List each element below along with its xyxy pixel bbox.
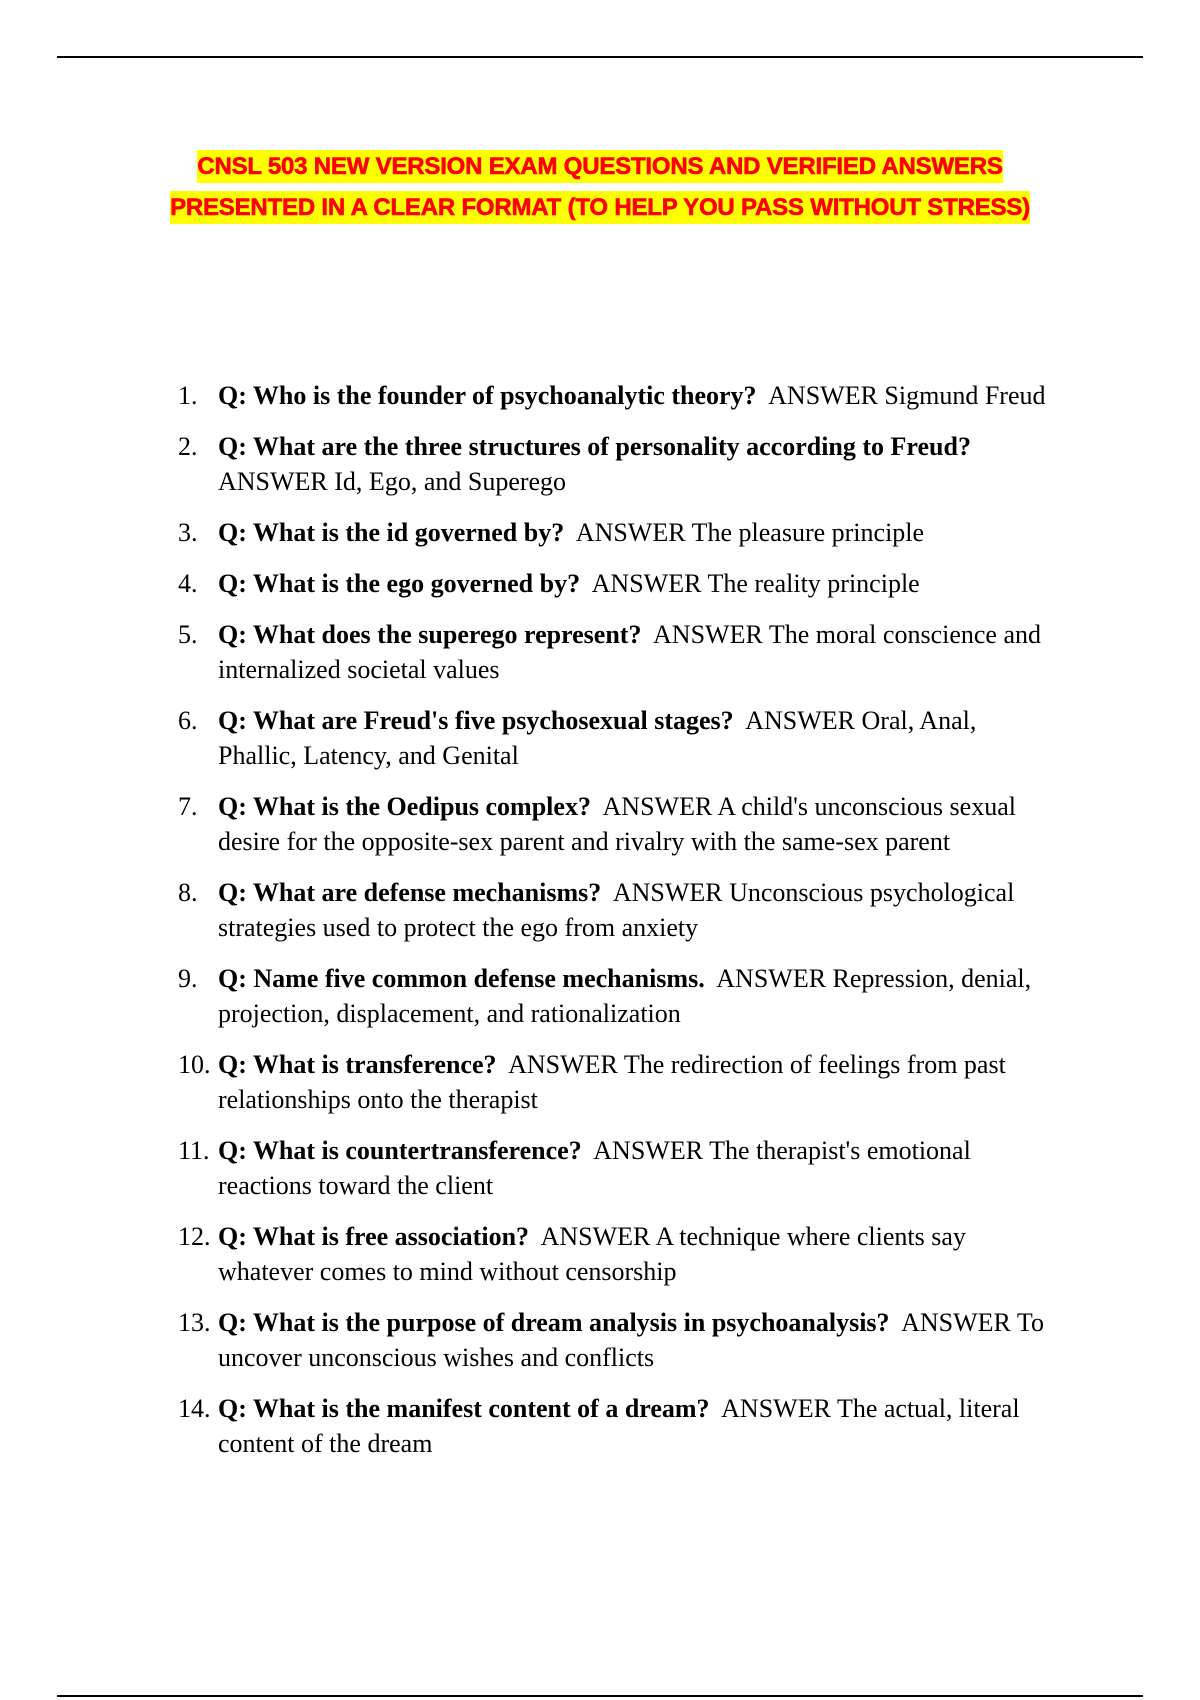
list-item (178, 875, 1058, 945)
question: Q: What are the three structures of personality according to Freud? (218, 432, 971, 461)
answer: ANSWER A child's unconscious sexual desire for the opposite-sex parent and rivalry with the same-sex parent (218, 792, 1016, 856)
answer: ANSWER The actual, literal content of the dream (218, 1394, 1020, 1458)
item-number: 8. (178, 878, 198, 907)
item-number: 5. (178, 620, 198, 649)
item-number: 1. (178, 381, 198, 410)
document-title (150, 146, 1050, 228)
list-item (178, 429, 1058, 499)
answer: ANSWER Sigmund Freud (768, 381, 1046, 410)
question: Q: What are defense mechanisms? (218, 878, 602, 907)
answer: ANSWER The therapist's emotional reactions toward the client (218, 1136, 971, 1200)
answer: ANSWER The moral conscience and internalized societal values (218, 620, 1041, 684)
item-number: 7. (178, 792, 198, 821)
list-item (178, 1391, 1058, 1461)
list-item (178, 703, 1058, 773)
list-item (178, 1047, 1058, 1117)
list-item (178, 961, 1058, 1031)
list-item (178, 515, 1058, 550)
item-number: 13. (178, 1308, 211, 1337)
list-item (178, 1305, 1058, 1375)
answer: ANSWER The redirection of feelings from past relationships onto the therapist (218, 1050, 1006, 1114)
answer: ANSWER Repression, denial, projection, displacement, and rationalization (218, 964, 1032, 1028)
answer: ANSWER Id, Ego, and Superego (218, 467, 567, 496)
list-item (178, 617, 1058, 687)
question: Q: What is the Oedipus complex? (218, 792, 591, 821)
qa-list (178, 378, 1058, 1477)
item-number: 3. (178, 518, 198, 547)
question: Q: What is the ego governed by? (218, 569, 581, 598)
answer: ANSWER The reality principle (591, 569, 920, 598)
item-number: 10. (178, 1050, 211, 1079)
question: Q: What is free association? (218, 1222, 530, 1251)
title-text: CNSL 503 NEW VERSION EXAM QUESTIONS AND VERIFIED ANSWERS PRESENTED IN A CLEAR FORMAT (TO HELP YOU PASS WITHOUT STRESS) (170, 150, 1030, 224)
item-number: 12. (178, 1222, 211, 1251)
list-item (178, 378, 1058, 413)
item-number: 4. (178, 569, 198, 598)
list-item (178, 1133, 1058, 1203)
question: Q: What is the purpose of dream analysis in psychoanalysis? (218, 1308, 890, 1337)
question: Q: Name five common defense mechanisms. (218, 964, 705, 993)
top-rule (57, 56, 1143, 58)
item-number: 9. (178, 964, 198, 993)
answer: ANSWER A technique where clients say whatever comes to mind without censorship (218, 1222, 966, 1286)
question: Q: Who is the founder of psychoanalytic theory? (218, 381, 757, 410)
question: Q: What is the manifest content of a dream? (218, 1394, 710, 1423)
item-number: 6. (178, 706, 198, 735)
question: Q: What is transference? (218, 1050, 497, 1079)
answer: ANSWER To uncover unconscious wishes and conflicts (218, 1308, 1044, 1372)
answer: ANSWER Oral, Anal, Phallic, Latency, and Genital (218, 706, 977, 770)
answer: ANSWER Unconscious psychological strategies used to protect the ego from anxiety (218, 878, 1015, 942)
bottom-rule (57, 1695, 1143, 1697)
item-number: 14. (178, 1394, 211, 1423)
answer: ANSWER The pleasure principle (575, 518, 925, 547)
list-item (178, 566, 1058, 601)
item-number: 11. (178, 1136, 210, 1165)
question: Q: What are Freud's five psychosexual stages? (218, 706, 734, 735)
list-item (178, 1219, 1058, 1289)
item-number: 2. (178, 432, 198, 461)
question: Q: What is the id governed by? (218, 518, 565, 547)
question: Q: What does the superego represent? (218, 620, 642, 649)
question: Q: What is countertransference? (218, 1136, 582, 1165)
list-item (178, 789, 1058, 859)
